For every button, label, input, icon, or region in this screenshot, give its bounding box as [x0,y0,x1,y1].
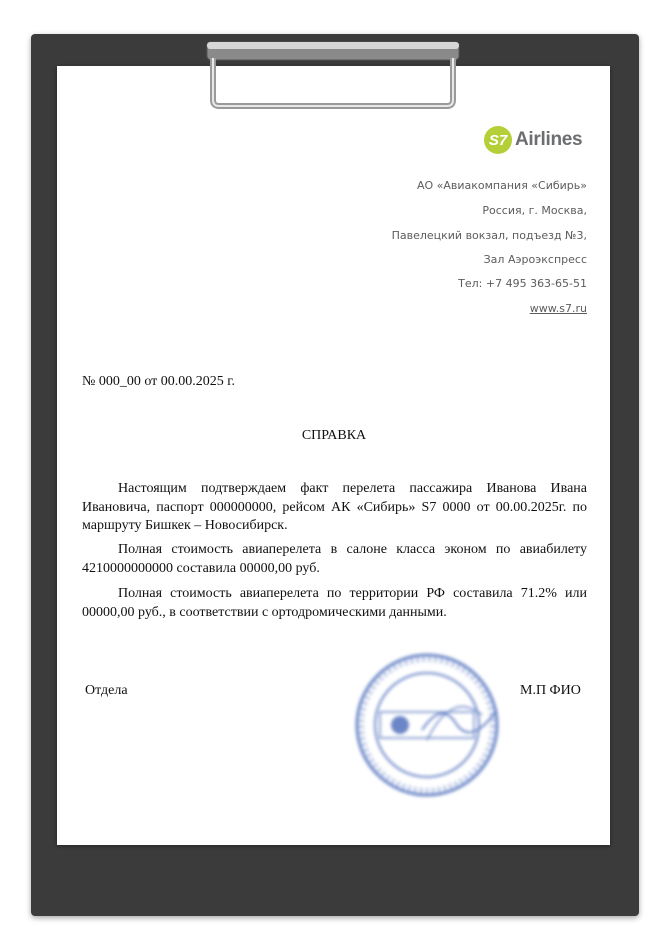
logo-mark: S7 [484,126,512,154]
s7-logo [484,126,582,154]
address-hall: Зал Аэроэкспресс [483,253,587,266]
address-city: Россия, г. Москва, [482,204,587,217]
company-name: АО «Авиакомпания «Сибирь» [416,179,587,192]
website-link[interactable]: www.s7.ru [529,302,587,315]
phone: Тел: +7 495 363-65-51 [458,277,587,290]
paragraph-territory: Полная стоимость авиаперелета по территории РФ составила 71.2% или 00000,00 руб., в соответствии с ортодромическими данными. [82,586,587,620]
paragraph-cost: Полная стоимость авиаперелета в салоне класса эконом по авиабилету 4210000000000 составила 00000,00 руб. [82,542,587,576]
document-title: СПРАВКА [301,428,367,443]
document-number: № 000_00 от 00.00.2025 г. [82,374,235,389]
signature-department: Отдела [85,683,128,698]
paragraph-flight: Настоящим подтверждаем факт перелета пассажира Иванова Ивана Ивановича, паспорт 000000000, рейсом АК «Сибирь» S7 0000 от 00.00.2025г. по маршруту Бишкек – Новосибирск. [82,481,587,533]
stamp-seal-icon [352,650,502,800]
signature-name: М.П ФИО [520,683,581,698]
clipboard-clip-icon [203,38,463,110]
logo-text: Airlines [515,129,583,150]
address-street: Павелецкий вокзал, подъезд №3, [391,229,587,242]
